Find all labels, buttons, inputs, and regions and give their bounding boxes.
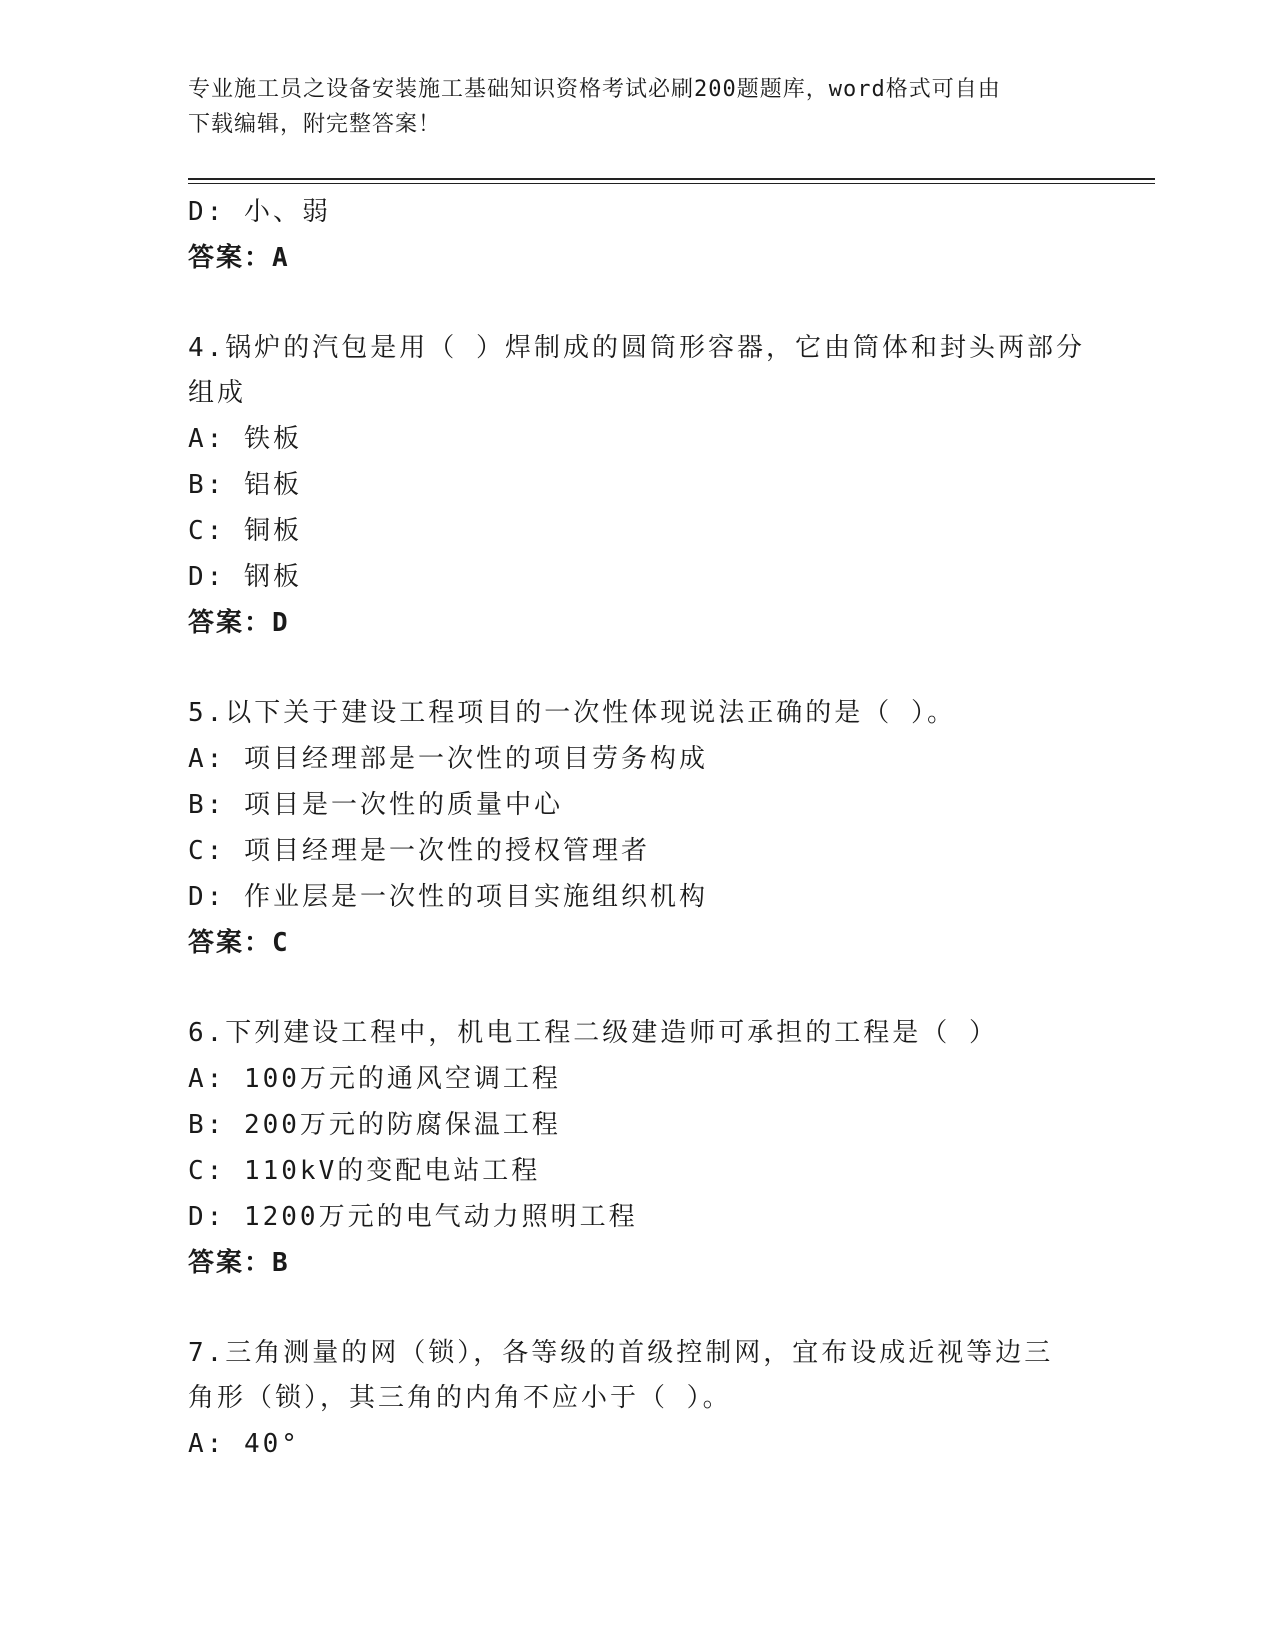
document-header: [188, 72, 1088, 142]
question-5-text-line-1: 5.以下关于建设工程项目的一次性体现说法正确的是（ ）。: [188, 698, 956, 728]
question-5-option-b: B: 项目是一次性的质量中心: [188, 790, 563, 820]
question-4-text-line-1: 4.锅炉的汽包是用（ ）焊制成的圆筒形容器，它由筒体和封头两部分: [188, 333, 1085, 363]
question-6-option-c: C: 110kV的变配电站工程: [188, 1156, 541, 1186]
question-6-answer: 答案：B: [188, 1248, 290, 1278]
question-6-option-b: B: 200万元的防腐保温工程: [188, 1110, 561, 1140]
question-4-option-c: C: 铜板: [188, 516, 302, 546]
question-4-option-d: D: 钢板: [188, 562, 302, 592]
question-4-text-line-2: 组成: [188, 378, 247, 408]
question-5-option-a: A: 项目经理部是一次性的项目劳务构成: [188, 744, 708, 774]
header-line-1: 专业施工员之设备安装施工基础知识资格考试必刷200题题库，word格式可自由: [188, 77, 1001, 102]
question-7-text-line-1: 7.三角测量的网（锁），各等级的首级控制网，宜布设成近视等边三: [188, 1338, 1054, 1368]
header-line-2: 下载编辑，附完整答案！: [188, 112, 442, 137]
carry-over-option-d: D: 小、弱: [188, 197, 331, 227]
carry-over-answer: 答案：A: [188, 243, 290, 273]
question-4-answer: 答案：D: [188, 608, 290, 638]
header-rule-thin: [188, 183, 1155, 184]
question-4-option-a: A: 铁板: [188, 424, 302, 454]
question-6-option-d: D: 1200万元的电气动力照明工程: [188, 1202, 638, 1232]
question-4: [188, 326, 1088, 646]
question-6-option-a: A: 100万元的通风空调工程: [188, 1064, 561, 1094]
question-7-option-a: A: 40°: [188, 1429, 300, 1459]
question-list: [188, 189, 1088, 1467]
question-6: [188, 1011, 1088, 1286]
header-rule-thick: [188, 178, 1155, 180]
question-5-answer: 答案：C: [188, 928, 290, 958]
question-4-option-b: B: 铝板: [188, 470, 302, 500]
question-5-option-d: D: 作业层是一次性的项目实施组织机构: [188, 882, 708, 912]
question-6-text-line-1: 6.下列建设工程中，机电工程二级建造师可承担的工程是（ ）: [188, 1018, 998, 1048]
question-5: [188, 691, 1088, 966]
question-7: [188, 1331, 1088, 1467]
question-5-option-c: C: 项目经理是一次性的授权管理者: [188, 836, 650, 866]
question-7-text-line-2: 角形（锁），其三角的内角不应小于（ ）。: [188, 1383, 732, 1413]
